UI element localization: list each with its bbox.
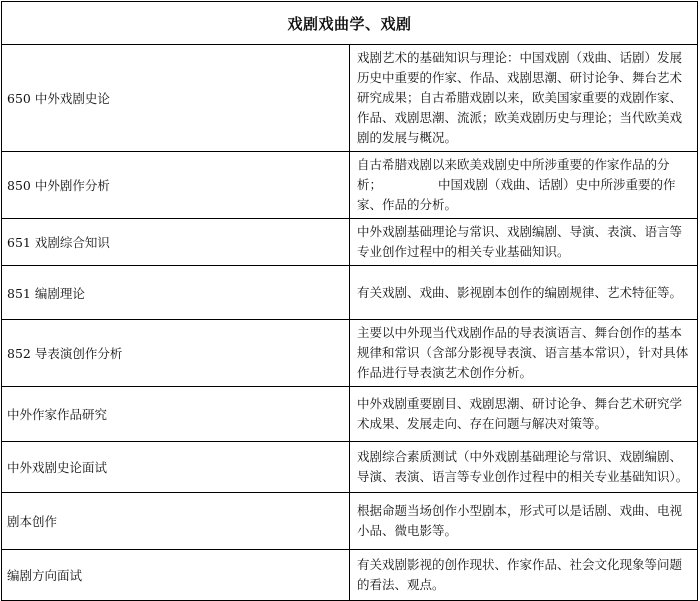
table-header-row <box>2 2 698 45</box>
description-cell <box>350 152 698 219</box>
description-text: 自古希腊戏剧以来欧美戏剧史中所涉重要的作家作品的分析； <box>357 157 670 192</box>
subject-cell: 编剧方向面试 <box>2 550 350 601</box>
description-cell: 主要以中外现当代戏剧作品的导表演语言、舞台创作的基本规律和常识（含部分影视导表演、语言基本常识），针对具体作品进行导表演艺术创作分析。 <box>350 320 698 387</box>
table-row <box>2 550 698 601</box>
subject-cell: 850 中外剧作分析 <box>2 152 350 219</box>
table-row <box>2 45 698 152</box>
description-cell: 有关戏剧、戏曲、影视剧本创作的编剧规律、艺术特征等。 <box>350 266 698 320</box>
table-title: 戏剧戏曲学、戏剧 <box>2 2 698 45</box>
exam-subjects-table <box>1 1 698 601</box>
table-row <box>2 320 698 387</box>
description-text-2: 中国戏剧（戏曲、话剧）史中所涉重要的作家、作品的分析。 <box>357 177 676 212</box>
table-row <box>2 387 698 442</box>
table-row <box>2 442 698 493</box>
description-cell: 戏剧艺术的基础知识与理论：中国戏剧（戏曲、话剧）发展历史中重要的作家、作品、戏剧思潮、研讨论争、舞台艺术研究成果；自古希腊戏剧以来，欧美国家重要的戏剧作家、作品、戏剧思潮、流派；欧美戏剧历史与理论；当代欧美戏剧的发展与概况。 <box>350 45 698 152</box>
description-cell: 有关戏剧影视的创作现状、作家作品、社会文化现象等问题的看法、观点。 <box>350 550 698 601</box>
subject-cell: 851 编剧理论 <box>2 266 350 320</box>
description-cell: 根据命题当场创作小型剧本，形式可以是话剧、戏曲、电视小品、微电影等。 <box>350 493 698 550</box>
description-cell: 中外戏剧重要剧目、戏剧思潮、研讨论争、舞台艺术研究学术成果、发展走向、存在问题与解决对策等。 <box>350 387 698 442</box>
table-row <box>2 152 698 219</box>
table-row <box>2 219 698 266</box>
subject-cell: 剧本创作 <box>2 493 350 550</box>
subject-cell: 852 导表演创作分析 <box>2 320 350 387</box>
description-cell: 戏剧综合素质测试（中外戏剧基础理论与常识、戏剧编剧、导演、表演、语言等专业创作过程中的相关专业基础知识）。 <box>350 442 698 493</box>
description-cell: 中外戏剧基础理论与常识、戏剧编剧、导演、表演、语言等专业创作过程中的相关专业基础知识。 <box>350 219 698 266</box>
subject-cell: 651 戏剧综合知识 <box>2 219 350 266</box>
subject-cell: 中外作家作品研究 <box>2 387 350 442</box>
table-row <box>2 266 698 320</box>
subject-cell: 中外戏剧史论面试 <box>2 442 350 493</box>
subject-cell: 650 中外戏剧史论 <box>2 45 350 152</box>
table-row <box>2 493 698 550</box>
